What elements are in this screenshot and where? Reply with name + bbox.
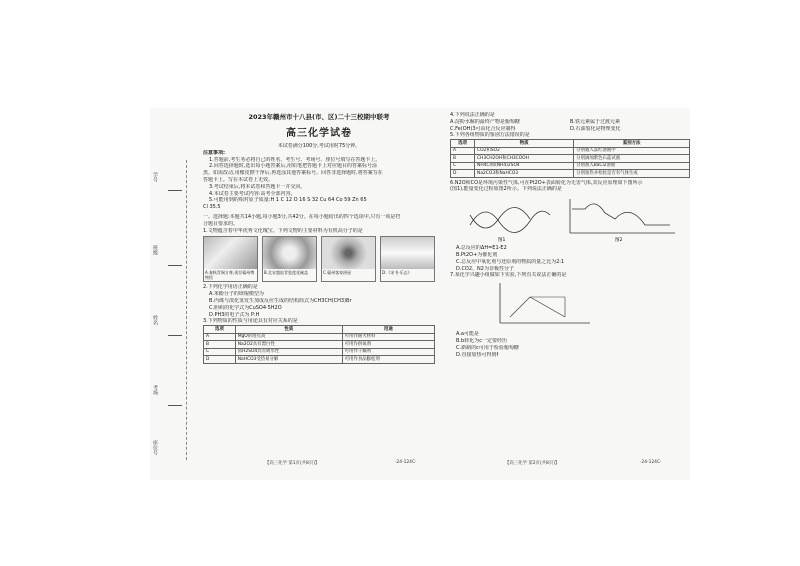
table-cell: 可用作供氧剂 bbox=[342, 341, 434, 349]
table-row bbox=[204, 348, 435, 356]
q4-option: A.淀粉水解的最终产物是葡萄糖 bbox=[450, 118, 520, 125]
table-row bbox=[451, 170, 690, 178]
table-cell: 可用作干燥剂 bbox=[342, 348, 434, 356]
table-cell: C bbox=[204, 348, 236, 356]
table-row bbox=[451, 155, 690, 163]
q7-option: D.直接加热可得到f bbox=[456, 351, 499, 358]
table-cell: Na2CO3和NaHCO3 bbox=[475, 170, 574, 178]
mechanism-curve bbox=[470, 211, 550, 232]
reaction-mechanism-diagram bbox=[450, 195, 560, 243]
q6-option: D.CO2、N2为非极性分子 bbox=[456, 265, 514, 272]
seal-label: 班级 bbox=[152, 245, 158, 255]
table-row bbox=[204, 356, 435, 364]
q2-option: C.胆矾的化学式为CuSO4·5H2O bbox=[209, 304, 282, 311]
notice-heading: 注意事项: bbox=[203, 149, 225, 156]
table-header-cell: 选项 bbox=[204, 326, 236, 334]
table-cell: B bbox=[451, 155, 475, 163]
table-cell: CO2和SO2 bbox=[475, 147, 574, 155]
energy-curve bbox=[572, 204, 670, 225]
page-2-footer: 【高三化学 第2页(共8页)】 bbox=[505, 461, 560, 466]
question-6-cont: (图1),能量变化过程如图2所示。下列说法正确的是 bbox=[450, 186, 562, 193]
notice-item: 3.考试结束后,将本试卷和答题卡一并交回。 bbox=[209, 183, 306, 190]
table-cell: 分别加热并检验是否有气体生成 bbox=[574, 170, 690, 178]
notice-list bbox=[203, 157, 435, 211]
q6-option: A.总反应的ΔH=E1-E2 bbox=[456, 245, 507, 252]
q4-option: B.铁元素属于过渡元素 bbox=[570, 118, 621, 125]
question-6: 6.N2O和CO是环境污染性气体,可在Pt2O+表面转化为无害气体,其反应原理如下图所示 bbox=[450, 179, 643, 186]
q2-option: B.丙烯与溴化氢发生加成反应生成的结构简式为CH3CH(CH3)Br bbox=[209, 297, 352, 304]
table-cell: A bbox=[451, 147, 475, 155]
valence-class-diagram bbox=[490, 279, 600, 331]
q1-caption: A.春秋青铜方尊,现存赣州博物馆 bbox=[205, 270, 255, 281]
q1-image-row bbox=[203, 236, 435, 282]
q6-option: B.Pt2O+为催化剂 bbox=[456, 252, 498, 259]
notice-item: 1.答题前,考生务必将自己的姓名、考生号、考场号、座位号填写在答题卡上。 bbox=[209, 156, 381, 163]
page-1 bbox=[203, 112, 435, 364]
q4-option: D.石油裂化是物理变化 bbox=[570, 125, 621, 132]
figure-2-label: 图2 bbox=[615, 238, 623, 244]
q6-option: C.总反应中氧化剂与还原剂的物质的量之比为2:1 bbox=[456, 258, 565, 265]
seal-label: 考场 bbox=[152, 385, 158, 395]
mechanism-curve bbox=[470, 208, 530, 229]
q7-option: A.a可能是 bbox=[456, 331, 479, 338]
table-header-cell: 用途 bbox=[342, 326, 434, 334]
table-cell: 分别加入BaCl2溶液 bbox=[574, 162, 690, 170]
page-2 bbox=[450, 112, 690, 358]
seal-blank bbox=[168, 265, 182, 266]
seal-blank bbox=[168, 190, 182, 191]
q2-option: A.苯酚分子的球棍模型为 bbox=[209, 291, 264, 298]
seal-dashed-line bbox=[186, 160, 187, 460]
table-row bbox=[451, 162, 690, 170]
question-4: 4.下列说法正确的是 bbox=[450, 112, 495, 118]
energy-profile-diagram bbox=[560, 195, 680, 243]
table-row bbox=[204, 333, 435, 341]
table-header-cell: 鉴别方法 bbox=[574, 140, 690, 148]
diagram-line bbox=[530, 297, 565, 317]
q1-option-c-image bbox=[321, 236, 376, 282]
question-2: 2.下列化学用语正确的是 bbox=[203, 284, 258, 291]
seal-label: 姓名 bbox=[152, 315, 158, 325]
table-row bbox=[204, 341, 435, 349]
table-cell: 可用作食品膨松剂 bbox=[342, 356, 434, 364]
notice-item: 2.回答选择题时,选出每小题答案后,用铅笔把答题卡上对应题目的答案标号涂 bbox=[209, 163, 377, 170]
notice-item: 5.可能用到的相对原子质量:H 1 C 12 O 16 S 32 Cu 64 Co 59 Zn 65 bbox=[209, 197, 367, 204]
section-heading-cont: 合题目要求的。 bbox=[203, 220, 239, 227]
notice-item: 4.本试卷主要考试内容:高考全部内容。 bbox=[209, 190, 296, 197]
q1-caption: C.赣州客家围屋 bbox=[323, 270, 352, 276]
notice-item: 黑。如需改动,用橡皮擦干净后,再选涂其他答案标号。回答非选择题时,将答案写在 bbox=[203, 170, 383, 177]
table-cell: NaHCO3受热易分解 bbox=[235, 356, 342, 364]
table-cell: Na2O2具有漂白性 bbox=[235, 341, 342, 349]
q7-option: B.b转化为c一定要经历 bbox=[456, 338, 507, 345]
table-cell: C bbox=[451, 162, 475, 170]
seal-blank bbox=[168, 335, 182, 336]
table-cell: MgO的熔点高 bbox=[235, 333, 342, 341]
q4-options bbox=[450, 119, 690, 133]
question-7: 7.某化学兴趣小组做如下实验,下列有关说法正确的是 bbox=[450, 272, 567, 279]
q4-option: C.Fe(OH)3可由化合反应制得 bbox=[450, 125, 516, 132]
diagram-line bbox=[510, 297, 530, 317]
seal-label: 座位号 bbox=[152, 440, 158, 455]
table-cell: D bbox=[451, 170, 475, 178]
table-cell: D bbox=[204, 356, 236, 364]
seal-margin bbox=[150, 150, 190, 470]
table-cell: CH3CH2OH和CH3COOH bbox=[475, 155, 574, 163]
table-cell: B bbox=[204, 341, 236, 349]
page-2-code: ·24-124C· bbox=[640, 460, 662, 465]
table-header-cell: 物质 bbox=[475, 140, 574, 148]
table-cell: 浓H2SO4具有吸水性 bbox=[235, 348, 342, 356]
table-cell: 分别通入品红溶液中 bbox=[574, 147, 690, 155]
q1-caption: D.《宋书·乐志》 bbox=[382, 270, 412, 276]
q6-figures bbox=[450, 195, 690, 243]
table-cell: A bbox=[204, 333, 236, 341]
page-1-code: ·24-124C· bbox=[395, 460, 417, 465]
q1-option-a-image bbox=[203, 236, 258, 282]
notice-item: Cl 35.5 bbox=[203, 204, 221, 211]
notice-item: 答题卡上。写在本试卷上无效。 bbox=[203, 176, 274, 183]
q1-option-b-image bbox=[262, 236, 317, 282]
table-cell: 可用作耐火材料 bbox=[342, 333, 434, 341]
q3-table bbox=[203, 325, 435, 364]
question-5: 5.下列各组物质的鉴别方法错误的是 bbox=[450, 132, 530, 139]
q1-option-d-image bbox=[380, 236, 435, 282]
exam-subject-title: 高三化学试卷 bbox=[286, 128, 352, 139]
page-1-footer: 【高三化学 第1页(共8页)】 bbox=[265, 461, 320, 466]
table-header-row bbox=[204, 326, 435, 334]
table-cell: 分别滴加紫色石蕊试液 bbox=[574, 155, 690, 163]
figure-1-label: 图1 bbox=[498, 238, 506, 244]
seal-label: 学号 bbox=[152, 172, 158, 182]
q2-option: D.PH3的电子式为 P:H bbox=[209, 311, 260, 318]
table-header-cell: 性质 bbox=[235, 326, 342, 334]
question-3: 3.下列物质的性质与用途具有对应关系的是 bbox=[203, 318, 298, 325]
seal-blank bbox=[168, 405, 182, 406]
exam-title: 2023年赣州市十八县(市、区)二十三校期中联考 bbox=[248, 113, 390, 121]
table-row bbox=[451, 147, 690, 155]
table-cell: NH4Cl和(NH4)2SO4 bbox=[475, 162, 574, 170]
question-1: 1.文物蕴含着中华优秀文化瑰宝。下列文物的主要材料为有机高分子的是 bbox=[203, 227, 363, 234]
section-heading: 一、选择题:本题共14小题,每小题3分,共42分。在每小题给出的四个选项中,只有一项是符 bbox=[203, 213, 401, 220]
table-header-cell: 选项 bbox=[451, 140, 475, 148]
q5-table bbox=[450, 139, 690, 178]
exam-intro: 本试卷满分100分,考试用时75分钟。 bbox=[277, 143, 361, 149]
table-header-row bbox=[451, 140, 690, 148]
q7-option: C.新制的c可用于检验葡萄糖 bbox=[456, 344, 519, 351]
q1-caption: B.北宋越窑青瓷莲花碗盖 bbox=[264, 270, 309, 276]
